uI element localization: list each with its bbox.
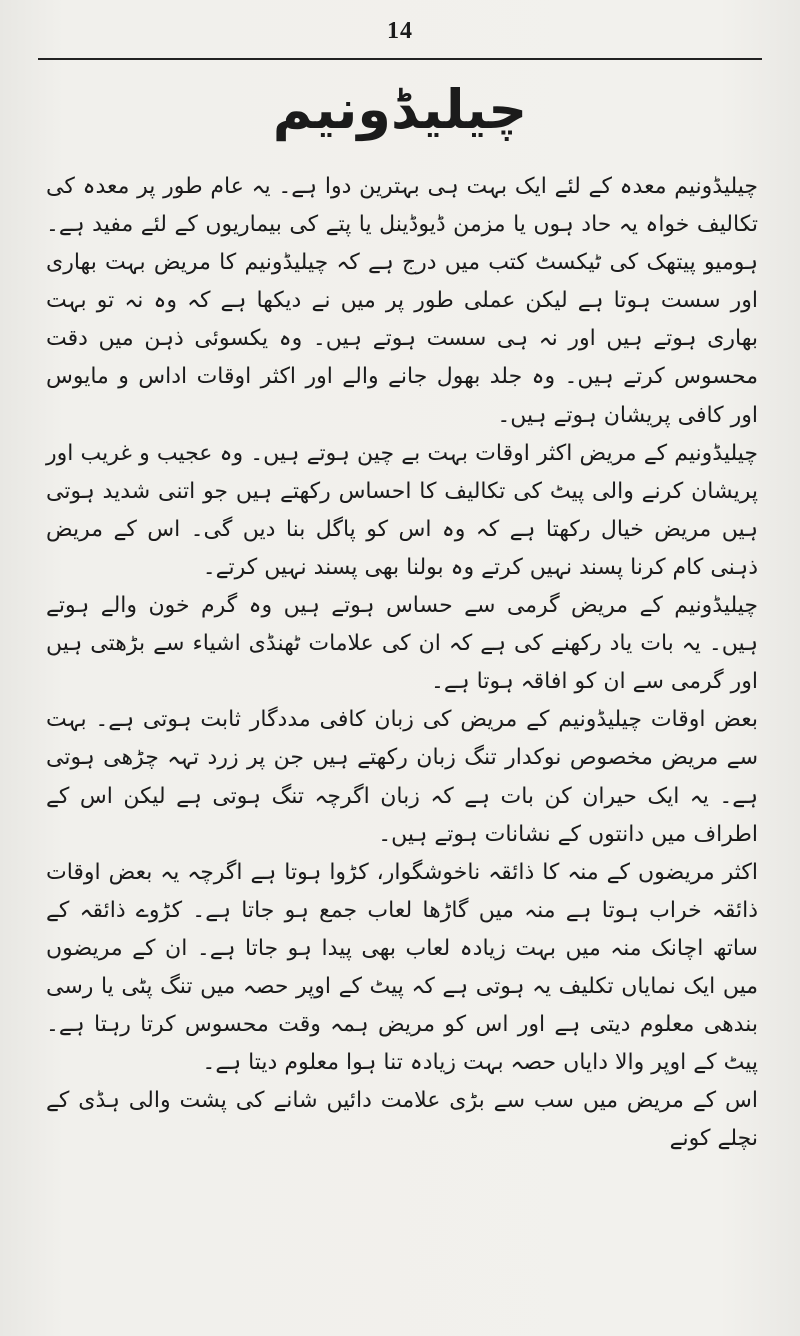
body-text — [46, 168, 758, 1158]
paragraph: چیلیڈونیم معدہ کے لئے ایک بہت ہی بہترین دوا ہے۔ یہ عام طور پر معدہ کی تکالیف خواہ یہ حاد ہوں یا مزمن ڈیوڈینل یا پتے کی بیماریوں کے لئے مفید ہے۔ ہومیو پیتھک کی ٹیکسٹ کتب میں درج ہے کہ چیلیڈونیم کا مریض بہت بھاری اور سست ہوتا ہے لیکن عملی طور پر میں نے دیکھا ہے کہ وہ نہ تو بہت بھاری ہوتے ہیں اور نہ ہی سست ہوتے ہیں۔ وہ یکسوئی ذہن میں دقت محسوس کرتے ہیں۔ وہ جلد بھول جانے والے اور اکثر اوقات اداس و مایوس اور کافی پریشان ہوتے ہیں۔ — [46, 174, 758, 428]
header-divider — [38, 58, 762, 60]
page-number: 14 — [387, 18, 413, 44]
paragraph: اس کے مریض میں سب سے بڑی علامت دائیں شانے کی پشت والی ہڈی کے نچلے کونے — [46, 1088, 758, 1152]
paragraph: چیلیڈونیم کے مریض اکثر اوقات بہت بے چین ہوتے ہیں۔ وہ عجیب و غریب اور پریشان کرنے والی پیٹ کی تکالیف کا احساس رکھتے ہیں جو اتنی شدید ہوتی ہیں مریض خیال رکھتا ہے کہ وہ اس کو پاگل بنا دیں گی۔ اس کے مریض ذہنی کام کرنا پسند نہیں کرتے وہ بولنا بھی پسند نہیں کرتے۔ — [46, 440, 758, 580]
paragraph: چیلیڈونیم کے مریض گرمی سے حساس ہوتے ہیں وہ گرم خون والے ہوتے ہیں۔ یہ بات یاد رکھنے کی ہے کہ ان کی علامات ٹھنڈی اشیاء سے بڑھتی ہیں اور گرمی سے ان کو افاقہ ہوتا ہے۔ — [46, 593, 758, 695]
paragraph: اکثر مریضوں کے منہ کا ذائقہ ناخوشگوار، کڑوا ہوتا ہے اگرچہ یہ بعض اوقات ذائقہ خراب ہوتا ہے منہ میں گاڑھا لعاب جمع ہو جاتا ہے۔ کڑوے ذائقہ کے ساتھ اچانک منہ میں بہت زیادہ لعاب بھی پیدا ہو جاتا ہے۔ ان کے مریضوں میں ایک نمایاں تکلیف یہ ہوتی ہے کہ پیٹ کے اوپر حصہ میں تنگ پٹی یا رسی بندھی معلوم دیتی ہے اور اس کو مریض ہمہ وقت محسوس کرتا رہتا ہے۔ پیٹ کے اوپر والا دایاں حصہ بہت زیادہ تنا ہوا معلوم دیتا ہے۔ — [46, 859, 758, 1076]
chapter-title: چیلیڈونیم — [272, 78, 528, 141]
paragraph: بعض اوقات چیلیڈونیم کے مریض کی زبان کافی مددگار ثابت ہوتی ہے۔ بہت سے مریض مخصوص نوکدار تنگ زبان رکھتے ہیں جن پر زرد تہہ چڑھی ہوتی ہے۔ یہ ایک حیران کن بات ہے کہ زبان اگرچہ تنگ ہوتی ہے لیکن اس کے اطراف میں دانتوں کے نشانات ہوتے ہیں۔ — [46, 707, 758, 847]
